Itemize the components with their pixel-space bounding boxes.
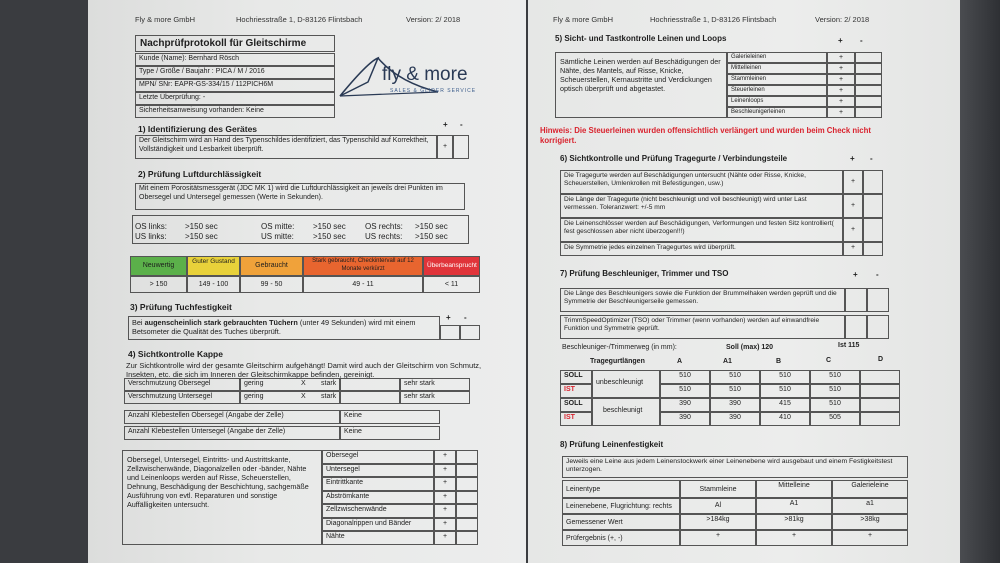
mittelleine-header: Mittelleine <box>756 480 832 498</box>
minus-header-s6: - <box>870 154 873 163</box>
lines-item-mark: + <box>827 74 855 85</box>
section-3-minus <box>460 325 480 340</box>
opt-x-2: X <box>301 393 306 400</box>
section-7-title: 7) Prüfung Beschleuniger, Trimmer und TSO <box>560 269 729 278</box>
lines-item-mark: + <box>827 96 855 107</box>
section-3-text <box>128 316 440 340</box>
stammleine-header: Stammleine <box>680 480 756 498</box>
riser-cell: 510 <box>660 370 710 384</box>
scale-guter-zustand: Guter Gustand <box>187 256 240 276</box>
minus-header: - <box>460 120 463 129</box>
us-mitte-value: >150 sec <box>313 232 346 241</box>
soll-label: SOLL <box>560 370 592 384</box>
logo-text: fly & more <box>382 64 468 85</box>
scale-range-1: > 150 <box>130 276 187 293</box>
line-strength-cell: Gemessener Wert <box>562 514 680 530</box>
line-strength-cell: Prüfergebnis (+, -) <box>562 530 680 546</box>
col-b: B <box>776 358 782 365</box>
logo-tagline: SALES & GLIDER SERVICE <box>390 88 477 94</box>
col-c: C <box>826 357 832 364</box>
line-strength-cell: + <box>832 530 908 546</box>
canopy-item: Diagonalrippen und Bänder <box>322 518 434 532</box>
scale-ueberbeansprucht: Überbeansprucht <box>423 256 480 276</box>
opt-stark-col-2 <box>340 391 400 404</box>
dark-background-edge <box>960 0 1000 563</box>
section-6-title: 6) Sichtkontrolle und Prüfung Tragegurte / Verbindungsteile <box>560 154 788 163</box>
accelerator-travel-label: Beschleuniger-/Trimmerweg (in mm): <box>562 344 677 351</box>
line-strength-cell: Al <box>680 498 756 514</box>
riser-cell: 390 <box>660 398 710 412</box>
opt-gering: gering <box>244 380 264 387</box>
line-type-header: Leinentype <box>562 480 680 498</box>
harness-row-minus <box>863 218 883 242</box>
minus-header-s7: - <box>876 270 879 279</box>
line-strength-cell: A1 <box>756 498 832 514</box>
soiling-row-options <box>240 378 340 391</box>
riser-cell <box>860 412 900 426</box>
lines-item-mark: + <box>827 52 855 63</box>
section-4-title: 4) Sichtkontrolle Kappe <box>128 349 223 359</box>
plus-header-s7: + <box>853 270 858 279</box>
harness-row: Die Symmetrie jedes einzelnen Tragegurtes wird überprüft. <box>560 242 843 256</box>
section-7-text-1: Die Länge des Beschleunigers sowie die Funktion der Brummelhaken werden geprüft und die Symmetrie der Beschleunigerseile gemessen. <box>560 288 845 312</box>
canopy-item-minus <box>456 464 478 478</box>
section-7-plus-1 <box>845 288 867 312</box>
riser-cell: 510 <box>710 384 760 398</box>
canopy-item-mark: + <box>434 477 456 491</box>
canopy-item: Zellzwischenwände <box>322 504 434 518</box>
canopy-item-mark: + <box>434 491 456 505</box>
patches-bottom-value: Keine <box>340 426 440 440</box>
canopy-item-mark: + <box>434 518 456 532</box>
patches-bottom-label: Anzahl Klebestellen Untersegel (Angabe der Zelle) <box>124 426 340 440</box>
header-version: Version: 2/ 2018 <box>406 15 461 24</box>
us-rechts-value: >150 sec <box>415 232 448 241</box>
opt-x: X <box>301 380 306 387</box>
section-5-text: Sämtliche Leinen werden auf Beschädigungen der Nähte, des Mantels, auf Risse, Knicke, Scheuerstellen, Kernaustritte und Verdickungen optisch überprüft und abgetastet. <box>555 52 727 118</box>
harness-row-minus <box>863 194 883 218</box>
lines-item: Leinenloops <box>727 96 827 107</box>
riser-cell: 510 <box>810 370 860 384</box>
section-1-text: Der Gleitschirm wird an Hand des Typenschildes identifiziert, das Typenschild auf Korrektheit, Vollständigkeit und Lesbarkeit überprüft. <box>135 135 437 159</box>
section-7-plus-2 <box>845 315 867 339</box>
canopy-item: Abströmkante <box>322 491 434 505</box>
riser-cell: 510 <box>660 384 710 398</box>
os-mitte-value: >150 sec <box>313 222 346 231</box>
os-rechts-value: >150 sec <box>415 222 448 231</box>
riser-cell: 510 <box>810 398 860 412</box>
harness-row-minus <box>863 242 883 256</box>
lines-item: Steuerleinen <box>727 85 827 96</box>
info-customer: Kunde (Name): Bernhard Rösch <box>135 53 335 66</box>
galerieleine-header: Galerieleine <box>832 480 908 498</box>
scale-stark-gebraucht: Stark gebraucht, Checkintervall auf 12 Monate verkürzt <box>303 256 423 276</box>
protocol-page-left <box>88 0 526 563</box>
minus-header-s5: - <box>860 36 863 45</box>
scale-gebraucht: Gebraucht <box>240 256 303 276</box>
line-strength-cell: >38kg <box>832 514 908 530</box>
canopy-item-mark: + <box>434 531 456 545</box>
scale-range-4: 49 - 11 <box>303 276 423 293</box>
beschleunigt-label: beschleunigt <box>592 398 660 426</box>
line-strength-cell: >184kg <box>680 514 756 530</box>
patches-top-label: Anzahl Klebestellen Obersegel (Angabe der Zelle) <box>124 410 340 424</box>
lines-item-mark: + <box>827 107 855 118</box>
canopy-items <box>322 450 478 545</box>
col-a1: A1 <box>723 358 732 365</box>
opt-sehr-stark-2: sehr stark <box>400 391 470 404</box>
section-7-minus-1 <box>867 288 889 312</box>
lines-item-minus <box>855 74 882 85</box>
section-1-plus: + <box>437 135 453 159</box>
canopy-item-minus <box>456 477 478 491</box>
hinweis-note: Hinweis: Die Steuerleinen wurden offensichtlich verlängert und wurden beim Check nicht korrigiert. <box>540 126 871 145</box>
riser-cell: 510 <box>810 384 860 398</box>
fly-and-more-logo <box>338 52 488 102</box>
riser-table-head: Tragegurtlängen <box>590 358 645 365</box>
harness-row-mark: + <box>843 170 863 194</box>
plus-header-s5: + <box>838 36 843 45</box>
riser-cell: 390 <box>710 412 760 426</box>
section-8-title: 8) Prüfung Leinenfestigkeit <box>560 440 664 449</box>
info-type: Type / Größe / Baujahr : PICA / M / 2016 <box>135 66 335 79</box>
riser-cell: 510 <box>760 384 810 398</box>
soll-label: SOLL <box>560 398 592 412</box>
us-rechts-label: US rechts: <box>365 232 403 241</box>
opt-stark-col <box>340 378 400 391</box>
section-2-title: 2) Prüfung Luftdurchlässigkeit <box>138 169 262 179</box>
lines-item-mark: + <box>827 63 855 74</box>
harness-row: Die Leinenschlösser werden auf Beschädigungen, Verformungen und festen Sitz kontrolliert( fest geschlossen aber nicht überzogen!!!) <box>560 218 843 242</box>
unbeschleunigt-label: unbeschleunigt <box>592 370 660 398</box>
canopy-item: Nähte <box>322 531 434 545</box>
riser-cell: 410 <box>760 412 810 426</box>
accelerator-ist: Ist 115 <box>838 342 860 349</box>
header-address-right: Hochriesstraße 1, D-83126 Flintsbach <box>650 15 777 24</box>
soiling-table <box>124 378 484 444</box>
section-3-text-post: (unter 49 Sekunden) wird mit einem Betsometer die Qualität des Tuches überprüft. <box>132 318 416 337</box>
os-mitte-label: OS mitte: <box>261 222 295 231</box>
soiling-row-label-2: Verschmutzung Untersegel <box>124 391 240 404</box>
header-address: Hochriesstraße 1, D-83126 Flintsbach <box>236 15 363 24</box>
lines-item-minus <box>855 96 882 107</box>
harness-row: Die Tragegurte werden auf Beschädigungen untersucht (Nähte oder Risse, Knicke, Scheuerstellen, Umlenkrollen mit Befestigungen, usw.) <box>560 170 843 194</box>
riser-length-table <box>560 356 900 432</box>
harness-row-minus <box>863 170 883 194</box>
canopy-item-minus <box>456 518 478 532</box>
scale-range-5: < 11 <box>423 276 480 293</box>
soiling-row-label: Verschmutzung Obersegel <box>124 378 240 391</box>
line-strength-cell: a1 <box>832 498 908 514</box>
riser-cell: 510 <box>760 370 810 384</box>
lines-item: Galerieleinen <box>727 52 827 63</box>
riser-cell: 415 <box>760 398 810 412</box>
lines-item-minus <box>855 52 882 63</box>
ist-label: IST <box>560 384 592 398</box>
harness-row-mark: + <box>843 194 863 218</box>
plus-header-s6: + <box>850 154 855 163</box>
lines-item-minus <box>855 63 882 74</box>
info-serial: MPN/ SNr: EAPR-GS-334/15 / 112PICH6M <box>135 79 335 92</box>
section-2-text: Mit einem Porositätsmessgerät (JDC MK 1) wird die Luftdurchlässigkeit an jeweils drei Punkten im Obersegel und Untersegel gemessen (Werte in Sekunden). <box>135 183 465 210</box>
section-7-text-2: TrimmSpeedOptimizer (TSO) oder Trimmer (wenn vorhanden) werden auf einwandfreie Funktion und Symmetrie geprüft. <box>560 315 845 339</box>
canopy-item-mark: + <box>434 504 456 518</box>
section-3-plus <box>440 325 460 340</box>
harness-row: Die Länge der Tragegurte (nicht beschleunigt und voll beschleunigt) wird unter Last vermessen. Toleranzwert: +/-5 mm <box>560 194 843 218</box>
canopy-item-minus <box>456 531 478 545</box>
canopy-item: Obersegel <box>322 450 434 464</box>
canopy-item-mark: + <box>434 464 456 478</box>
header-company: Fly & more GmbH <box>135 15 196 24</box>
lines-item-minus <box>855 107 882 118</box>
header-company-right: Fly & more GmbH <box>553 15 614 24</box>
soiling-row-options-2 <box>240 391 340 404</box>
info-safety: Sicherheitsanweisung vorhanden: Keine <box>135 105 335 118</box>
riser-cell <box>860 398 900 412</box>
ist-label: IST <box>560 412 592 426</box>
section-7-minus-2 <box>867 315 889 339</box>
section-1-title: 1) Identifizierung des Gerätes <box>138 124 258 134</box>
opt-gering-2: gering <box>244 393 264 400</box>
section-5-title: 5) Sicht- und Tastkontrolle Leinen und Loops <box>555 34 727 43</box>
harness-row-mark: + <box>843 218 863 242</box>
section-1-minus <box>453 135 469 159</box>
section-8-text: Jeweils eine Leine aus jedem Leinenstockwerk einer Leinenebene wird ausgebaut und einem Festigkeitstest unterzogen. <box>562 456 908 478</box>
scale-range-2: 149 - 100 <box>187 276 240 293</box>
accelerator-soll: Soll (max) 120 <box>726 344 774 351</box>
riser-cell <box>860 370 900 384</box>
plus-header-s3: + <box>446 313 451 322</box>
line-strength-table <box>562 456 908 556</box>
canopy-item-mark: + <box>434 450 456 464</box>
opt-stark-2: stark <box>321 393 337 400</box>
col-a: A <box>677 358 683 365</box>
line-strength-cell: + <box>680 530 756 546</box>
line-strength-cell: >81kg <box>756 514 832 530</box>
riser-cell: 505 <box>810 412 860 426</box>
patches-top-value: Keine <box>340 410 440 424</box>
porosity-values <box>132 215 469 244</box>
section-3-text-pre: Bei <box>132 318 145 327</box>
canopy-item-minus <box>456 491 478 505</box>
line-strength-cell: + <box>756 530 832 546</box>
lines-item-minus <box>855 85 882 96</box>
harness-row-mark: + <box>843 242 863 256</box>
line-strength-cell: Leinenebene, Flugrichtung: rechts <box>562 498 680 514</box>
scale-range-3: 99 - 50 <box>240 276 303 293</box>
col-d: D <box>878 356 884 363</box>
lines-item-mark: + <box>827 85 855 96</box>
riser-cell: 510 <box>710 370 760 384</box>
us-mitte-label: US mitte: <box>261 232 294 241</box>
header-version-right: Version: 2/ 2018 <box>815 15 870 24</box>
info-last-check: Letzte Überprüfung: - <box>135 92 335 105</box>
riser-cell: 390 <box>660 412 710 426</box>
lines-item: Mittelleinen <box>727 63 827 74</box>
canopy-item-minus <box>456 450 478 464</box>
riser-cell: 390 <box>710 398 760 412</box>
os-links-label: OS links: <box>135 222 168 231</box>
lines-items <box>727 52 882 118</box>
canopy-item-minus <box>456 504 478 518</box>
section-3-text-bold: augenscheinlich stark gebrauchten Tüchern <box>144 318 298 327</box>
os-rechts-label: OS rechts: <box>365 222 403 231</box>
us-links-label: US links: <box>135 232 167 241</box>
riser-cell <box>860 384 900 398</box>
section-3-title: 3) Prüfung Tuchfestigkeit <box>130 302 232 312</box>
os-links-value: >150 sec <box>185 222 218 231</box>
canopy-inspection-text: Obersegel, Untersegel, Eintritts- und Austrittskante, Zellzwischenwände, Diagonalzellen oder -bänder, Nähte und Leinenloops werden auf Risse, Scheuerstellen, Dehnung, Beschädigung der Beschichtung, sachgemäße Ausführung von evtl. Reparaturen und sonstige Auffälligkeiten untersucht. <box>122 450 322 545</box>
canopy-item: Untersegel <box>322 464 434 478</box>
canopy-item: Eintrittkante <box>322 477 434 491</box>
plus-header: + <box>443 120 448 129</box>
lines-item: Beschleunigerleinen <box>727 107 827 118</box>
protocol-title: Nachprüfprotokoll für Gleitschirme <box>135 35 335 52</box>
harness-table <box>560 170 895 260</box>
porosity-scale <box>130 256 480 294</box>
opt-sehr-stark: sehr stark <box>400 378 470 391</box>
scale-neuwertig: Neuwertig <box>130 256 187 276</box>
opt-stark: stark <box>321 380 337 387</box>
protocol-page-right <box>528 0 960 563</box>
section-4-intro: Zur Sichtkontrolle wird der gesamte Gleitschirm aufgehängt! Damit wird auch der Gleitschirm von Schmutz, Insekten, etc. die sich im Inneren der Gleitschirmkappe befinden, gereinigt. <box>126 361 482 380</box>
us-links-value: >150 sec <box>185 232 218 241</box>
lines-item: Stammleinen <box>727 74 827 85</box>
minus-header-s3: - <box>464 313 467 322</box>
